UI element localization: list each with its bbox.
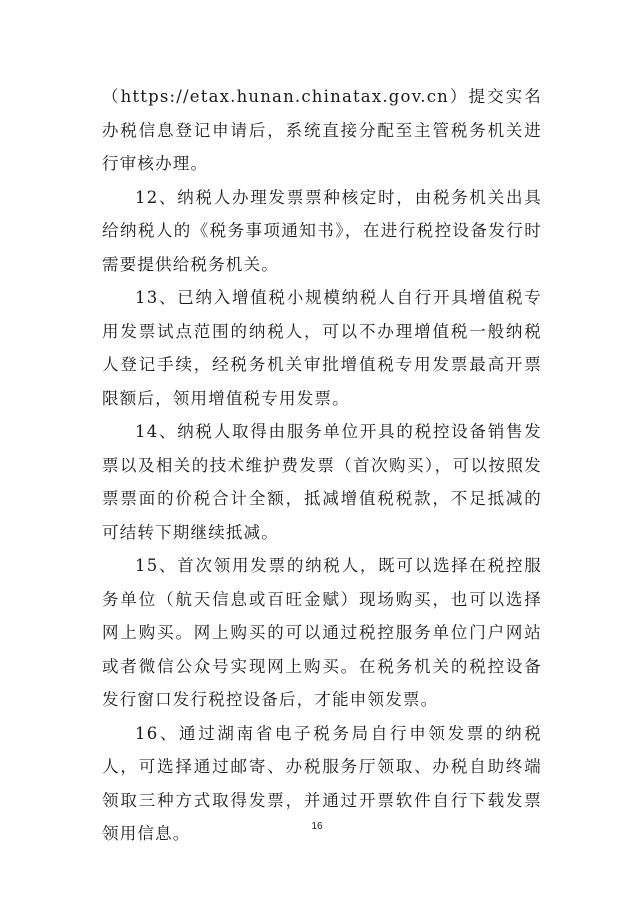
paragraph-item-14: 14、纳税人取得由服务单位开具的税控设备销售发票以及相关的技术维护费发票（首次购买），可以按照发票票面的价税合计全额，抵减增值税税款，不足抵减的可结转下期继续抵减。 [102, 422, 542, 542]
paragraph-item-13: 13、已纳入增值税小规模纳税人自行开具增值税专用发票试点范围的纳税人，可以不办理增值税一般纳税人登记手续，经税务机关审批增值税专用发票最高开票限额后，领用增值税专用发票。 [102, 288, 542, 408]
paragraph-item-15: 15、首次领用发票的纳税人，既可以选择在税控服务单位（航天信息或百旺金赋）现场购买，也可以选择网上购买。网上购买的可以通过税控服务单位门户网站或者微信公众号实现网上购买。在税务机关的税控设备发行窗口发行税控设备后，才能申领发票。 [102, 556, 542, 709]
paragraph-item-12: 12、纳税人办理发票票种核定时，由税务机关出具给纳税人的《税务事项通知书》，在进行税控设备发行时需要提供给税务机关。 [102, 187, 542, 274]
paragraph-item-16: 16、通过湖南省电子税务局自行申领发票的纳税人，可选择通过邮寄、办税服务厅领取、办税自助终端领取三种方式取得发票，并通过开票软件自行下载发票领用信息。 [102, 723, 542, 843]
page-number: 16 [311, 821, 323, 832]
document-body [102, 80, 542, 851]
paragraph-continuation: （https://etax.hunan.chinatax.gov.cn）提交实名办税信息登记申请后，系统直接分配至主管税务机关进行审核办理。 [102, 87, 542, 173]
